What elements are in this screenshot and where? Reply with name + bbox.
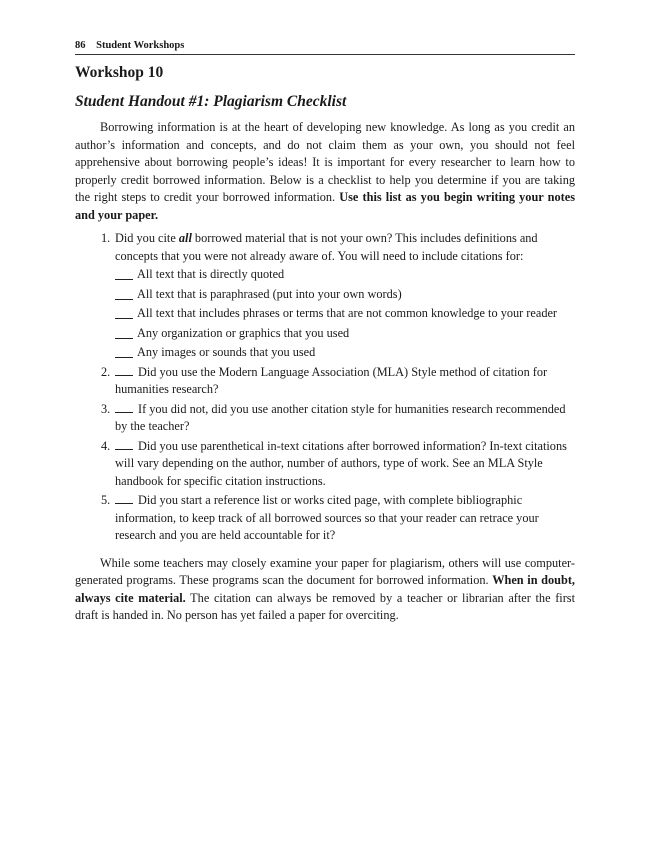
sub-check-item (115, 266, 575, 284)
checklist-item-5 (101, 492, 575, 545)
check-blank (115, 346, 133, 358)
item-question-text: Did you start a reference list or works cited page, with complete bibliographic information, to keep track of all borrowed sources so that your reader can retrace your research and you are held accountable for it? (115, 493, 539, 542)
check-blank (115, 438, 133, 450)
item-question (115, 492, 575, 545)
checklist (75, 230, 575, 545)
item-question-post: borrowed material that is not your own? This includes definitions and concepts that you were not already aware of. You will need to include citations for: (115, 231, 538, 263)
workshop-title: Workshop 10 (75, 64, 164, 81)
check-blank (115, 364, 133, 376)
item-number: 1. (101, 231, 111, 245)
check-blank (115, 288, 133, 300)
sub-check-label: Any images or sounds that you used (137, 345, 316, 359)
item-question (115, 438, 575, 491)
sub-check-label: All text that is directly quoted (137, 267, 285, 281)
section-title: Student Workshops (96, 40, 185, 51)
sub-check-item (115, 344, 575, 362)
checklist-item-1 (101, 230, 575, 362)
closing-text-pre: While some teachers may closely examine your paper for plagiarism, others will use computer-generated programs. These programs scan the document for borrowed information. (75, 555, 575, 587)
item-question (115, 401, 575, 436)
sub-checklist (115, 266, 575, 362)
header-rule (75, 54, 575, 55)
checklist-item-4 (101, 438, 575, 491)
item-question (115, 230, 575, 265)
item-question-text: If you did not, did you use another citation style for humanities research recommended by the teacher? (115, 401, 566, 433)
intro-bold: Use this list as you begin writing your notes and your paper. (75, 190, 575, 222)
check-blank (115, 327, 133, 339)
body-text (75, 119, 575, 625)
item-question-emphasis: all (178, 231, 192, 245)
item-number: 4. (101, 438, 111, 453)
sub-check-label: Any organization or graphics that you used (137, 325, 350, 340)
check-blank (115, 268, 133, 280)
check-blank (115, 492, 133, 504)
check-blank (115, 307, 133, 319)
item-question-text: Did you use parenthetical in-text citations after borrowed information? In-text citations will vary depending on the author, number of authors, type of work. See an MLA Style handbook for specific citation instructions. (115, 438, 567, 488)
intro-paragraph (75, 119, 575, 224)
item-number: 5. (101, 493, 111, 507)
sub-check-item (115, 325, 575, 343)
closing-text-post: The citation can always be removed by a teacher or librarian after the first draft is handed in. No person has yet failed a paper for overciting. (75, 590, 576, 622)
item-number: 3. (101, 401, 111, 416)
sub-check-label: All text that is paraphrased (put into your own words) (137, 286, 402, 301)
sub-check-item (115, 305, 575, 323)
sub-check-item (115, 286, 575, 304)
check-blank (115, 401, 133, 413)
intro-text: Borrowing information is at the heart of developing new knowledge. As long as you credit an author’s information and concepts, and do not claim them as your own, you should not feel apprehensive about borrowing people’s ideas! It is important for every researcher to learn how to properly credit borrowed information. Below is a checklist to help you determine if you are taking the right steps to credit your borrowed information. (75, 120, 575, 204)
closing-paragraph (75, 555, 575, 625)
closing-bold: When in doubt, always cite material. (75, 573, 575, 605)
sub-check-label: All text that includes phrases or terms that are not common knowledge to your reader (137, 306, 558, 320)
item-question (115, 364, 575, 399)
checklist-item-2 (101, 364, 575, 399)
page-number: 86 (75, 40, 86, 51)
checklist-item-3 (101, 401, 575, 436)
handout-title: Student Handout #1: Plagiarism Checklist (75, 93, 347, 110)
item-question-pre: Did you cite (115, 231, 179, 245)
item-number: 2. (101, 364, 111, 379)
item-question-text: Did you use the Modern Language Association (MLA) Style method of citation for humanities research? (115, 364, 548, 396)
running-head (75, 40, 575, 51)
